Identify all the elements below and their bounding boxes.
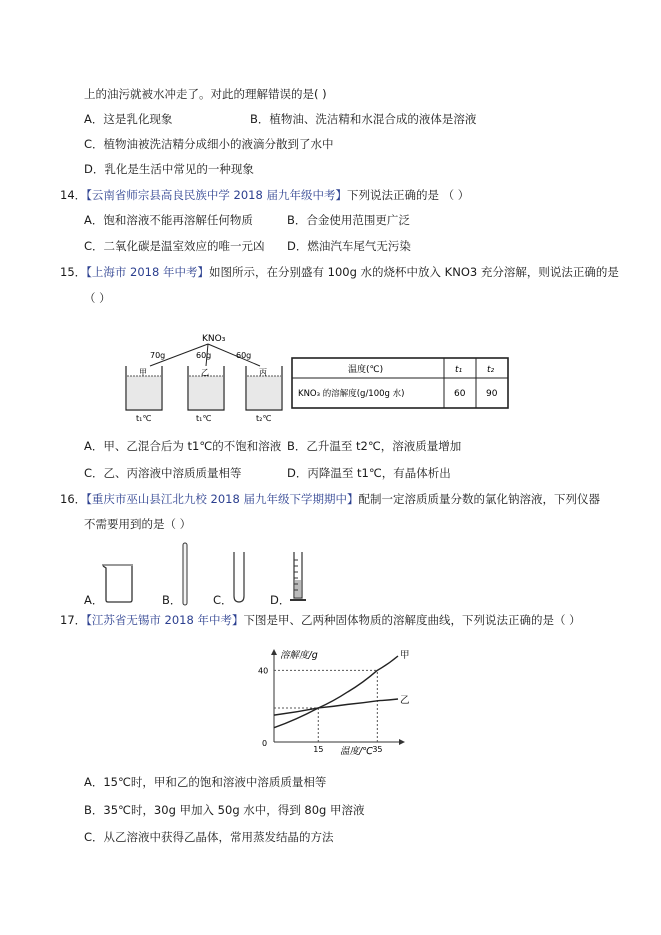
q15-line [60, 264, 619, 280]
solubility-curve-chart [258, 646, 408, 758]
q14-option-b: B．合金使用范围更广泛 [287, 213, 410, 227]
q16-line [60, 491, 600, 507]
q15-option-c: C．乙、丙溶液中溶质质量相等 [84, 466, 242, 480]
q16-stem: 配制一定溶质质量分数的氯化钠溶液，下列仪器 [358, 492, 600, 506]
q14-number: 14． [60, 188, 87, 202]
q17-option-c: C．从乙溶液中获得乙晶体，常用蒸发结晶的方法 [84, 830, 334, 844]
q17-option-a: A．15℃时，甲和乙的饱和溶液中溶质质量相等 [84, 775, 327, 789]
q17-source: 【江苏省无锡市 2018 年中考】 [86, 613, 244, 627]
table-header-t2: t₂ [487, 365, 495, 375]
table-value-t2: 90 [486, 389, 498, 399]
mass-label-b: 60g [196, 351, 212, 360]
temp-label-c: t₂℃ [256, 414, 272, 423]
q13-stem-tail: 上的油污就被水冲走了。对此的理解错误的是( ) [84, 87, 327, 101]
q15-option-a: A．甲、乙混合后为 t1℃的不饱和溶液 [84, 439, 282, 453]
kno3-label: KNO₃ [202, 334, 226, 344]
mass-label-c: 60g [236, 351, 252, 360]
beaker-yi [188, 366, 224, 410]
q13-option-d: D．乳化是生活中常见的一种现象 [84, 162, 254, 176]
solubility-table [292, 358, 508, 408]
series-label-1: 乙 [400, 695, 410, 706]
beaker-jia-label: 甲 [139, 368, 147, 377]
q14-option-d: D．燃油汽车尾气无污染 [287, 239, 411, 253]
q15-stem: 如图所示，在分别盛有 100g 水的烧杯中放入 KNO3 充分溶解，则说法正确的是 [208, 265, 619, 279]
beaker-icon [100, 562, 136, 604]
q16-label-d: D． [270, 593, 291, 607]
q17-line [60, 612, 581, 628]
q14-stem: 下列说法正确的是 （ ） [346, 188, 470, 202]
q17-number: 17． [60, 613, 87, 627]
chart-xlabel: 温度/℃ [340, 746, 373, 757]
q17-option-b: B．35℃时，30g 甲加入 50g 水中，得到 80g 甲溶液 [84, 803, 365, 817]
mass-label-a: 70g [150, 351, 166, 360]
q15-option-b: B．乙升温至 t2℃，溶液质量增加 [287, 439, 462, 453]
test-tube-icon [232, 550, 246, 604]
q16-stem-line2: 不需要用到的是（ ） [84, 517, 192, 531]
temp-label-b: t₁℃ [196, 414, 212, 423]
series-label-0: 甲 [400, 650, 410, 661]
q14-option-a: A．饱和溶液不能再溶解任何物质 [84, 213, 253, 227]
q15-paren: （ ） [84, 291, 111, 305]
q13-option-c: C．植物油被洗洁精分成细小的液滴分散到了水中 [84, 137, 334, 151]
q15-option-d: D．丙降温至 t1℃，有晶体析出 [287, 466, 451, 480]
chart-origin-label: 0 [262, 739, 268, 748]
q16-number: 16． [60, 492, 87, 506]
glass-rod-icon [180, 542, 190, 606]
q17-stem: 下图是甲、乙两种固体物质的溶解度曲线，下列说法正确的是（ ） [243, 613, 581, 627]
branch-line-c [208, 344, 260, 366]
q16-label-a: A． [84, 593, 104, 607]
q15-source: 【上海市 2018 年中考】 [86, 265, 209, 279]
q16-source: 【重庆市巫山县江北九校 2018 届九年级下学期期中】 [86, 492, 359, 506]
series-line-0 [274, 656, 398, 728]
q13-option-a: A．这是乳化现象 [84, 112, 173, 126]
q14-option-c: C．二氧化碳是温室效应的唯一元凶 [84, 239, 265, 253]
table-value-t1: 60 [454, 389, 466, 399]
table-header-t1: t₁ [455, 365, 463, 375]
beaker-bing-label: 丙 [259, 368, 267, 377]
table-row-label: KNO₃ 的溶解度(g/100g 水) [298, 389, 405, 399]
xtick-label-0: 15 [313, 745, 324, 754]
q13-option-b: B．植物油、洗洁精和水混合成的液体是溶液 [250, 112, 477, 126]
xtick-label-1: 35 [372, 745, 383, 754]
beaker-bing [246, 366, 282, 410]
q16-label-c: C． [213, 593, 233, 607]
q15-figure [120, 328, 520, 424]
beaker-yi-label: 乙 [201, 368, 209, 377]
q14-source: 【云南省师宗县高良民族中学 2018 届九年级中考】 [86, 188, 347, 202]
q14-line [60, 187, 469, 203]
series-line-1 [274, 699, 398, 715]
ytick-label-0: 40 [258, 666, 269, 676]
chart-ylabel: 溶解度/g [280, 650, 318, 661]
q16-label-b: B． [162, 593, 182, 607]
table-header-label: 温度(℃) [348, 365, 384, 375]
beaker-jia [126, 366, 162, 410]
graduated-cylinder-icon [288, 550, 308, 606]
q15-number: 15． [60, 265, 87, 279]
temp-label-a: t₁℃ [136, 414, 152, 423]
